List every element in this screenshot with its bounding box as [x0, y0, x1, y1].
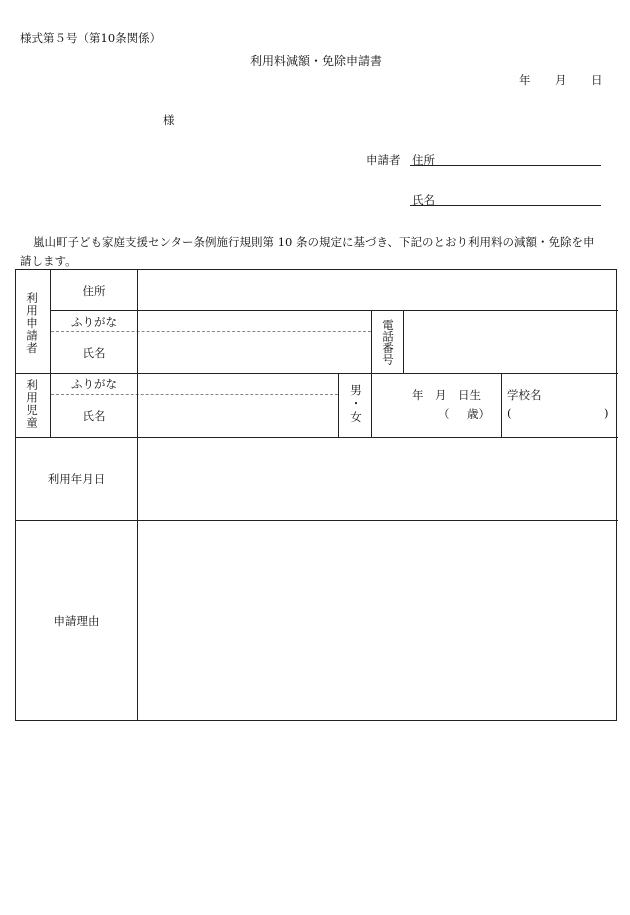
gender-label[interactable]: 男・女	[349, 384, 363, 425]
child-name-label: 氏名	[82, 409, 106, 423]
child-furigana-field[interactable]	[138, 374, 338, 394]
date-year-label: 年	[519, 73, 531, 87]
child-name-field[interactable]	[138, 395, 338, 437]
applicant-name-line[interactable]	[410, 205, 601, 206]
applicant-section-label: 利用申請者	[25, 292, 39, 355]
form-number: 様式第５号（第10条関係）	[20, 31, 162, 45]
col-divider	[501, 373, 502, 437]
school-open: (	[507, 406, 512, 420]
child-furigana-label: ふりがな	[71, 377, 117, 391]
col-divider	[371, 310, 372, 373]
body-text-line2: 請します。	[20, 254, 77, 268]
furigana-label: ふりがな	[71, 315, 117, 329]
applicant-label: 申請者	[366, 153, 401, 167]
col-divider	[338, 373, 339, 437]
usage-date-field[interactable]	[138, 438, 618, 520]
applicant-address-line[interactable]	[410, 165, 601, 166]
school-label: 学校名	[507, 388, 542, 402]
usage-date-label: 利用年月日	[47, 472, 106, 486]
date-month-label: 月	[555, 73, 567, 87]
phone-label: 電話番号	[381, 319, 395, 365]
age-open: （	[438, 407, 450, 421]
addressee-suffix: 様	[163, 113, 175, 127]
age-unit: 歳）	[467, 407, 490, 421]
name-field[interactable]	[138, 332, 371, 373]
applicant-address-label: 住所	[412, 153, 435, 167]
birthdate-label: 年 月 日生	[412, 388, 481, 402]
date-day-label: 日	[591, 73, 603, 87]
document-title: 利用料減額・免除申請書	[250, 54, 383, 68]
col-divider	[371, 373, 372, 437]
reason-field[interactable]	[138, 521, 618, 721]
application-table	[15, 269, 617, 721]
name-label: 氏名	[82, 346, 106, 360]
address-field[interactable]	[138, 270, 618, 310]
phone-field[interactable]	[404, 311, 618, 373]
body-text-line1: 嵐山町子ども家庭支援センター条例施行規則第 10 条の規定に基づき、下記のとおり利用料の減額・免除を申	[33, 235, 595, 249]
child-section-label: 利用児童	[25, 379, 39, 429]
address-label: 住所	[82, 284, 106, 298]
reason-label: 申請理由	[53, 614, 100, 628]
furigana-field[interactable]	[138, 311, 371, 331]
school-close: )	[604, 406, 609, 420]
applicant-name-label: 氏名	[412, 193, 435, 207]
